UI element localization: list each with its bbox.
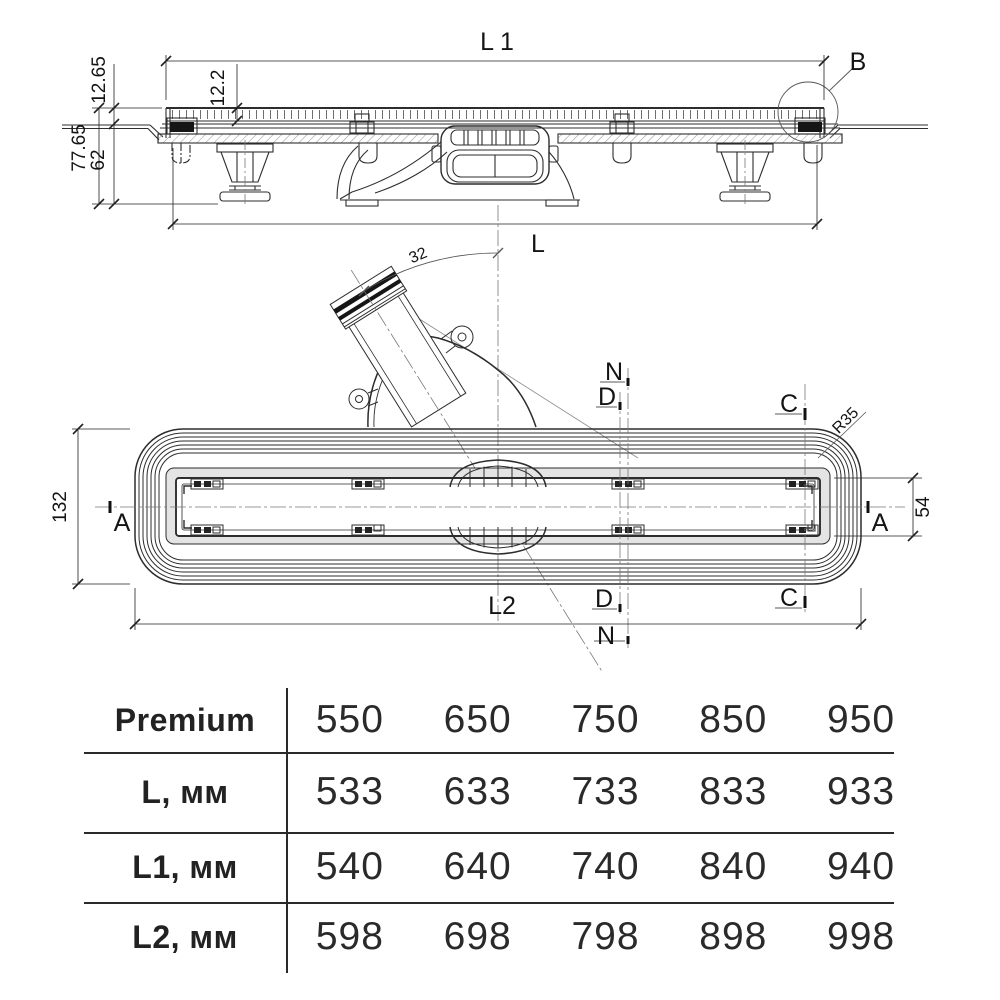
table-cell: 833 <box>699 770 768 813</box>
table-cell: 840 <box>699 845 768 888</box>
section-n-bottom-label: N <box>596 622 616 650</box>
table-cell: 740 <box>571 845 640 888</box>
table-cell: 750 <box>571 698 640 741</box>
dim-12-2-label: 12.2 <box>208 69 229 107</box>
table-cell: 540 <box>315 845 384 888</box>
table-cell: 950 <box>827 698 896 741</box>
table-cell: 733 <box>571 770 640 813</box>
table-cell: 798 <box>571 915 640 958</box>
table-cell: 898 <box>699 915 768 958</box>
dimensions-table <box>84 688 925 972</box>
angle-32-label: 32 <box>406 244 430 268</box>
adjustable-foot-right <box>717 140 773 204</box>
adjustable-foot-left <box>217 140 273 204</box>
section-c-top-label: C <box>779 390 799 418</box>
table-row-label: L, мм <box>141 773 229 810</box>
dim-77-65-label: 77.65 <box>69 124 90 172</box>
dim-l1-label: L 1 <box>480 28 514 56</box>
table-cell: 940 <box>827 845 896 888</box>
table-row-label: Premium <box>114 701 256 738</box>
section-c-bottom-label: C <box>779 584 799 612</box>
table-cell: 650 <box>443 698 512 741</box>
table-cell: 550 <box>315 698 384 741</box>
section-d-top-label: D <box>597 383 617 411</box>
section-a-left-label: A <box>113 509 131 537</box>
table-cell: 598 <box>315 915 384 958</box>
table-cell: 533 <box>315 770 384 813</box>
dim-12-65-label: 12.65 <box>89 56 110 104</box>
table-cell: 640 <box>443 845 512 888</box>
dim-l-label: L <box>531 230 545 258</box>
dim-132-label: 132 <box>50 491 71 523</box>
table-cell: 633 <box>443 770 512 813</box>
dim-l2-label: L2 <box>488 592 516 620</box>
detail-b-label: B <box>849 48 867 76</box>
dim-62-label: 62 <box>88 149 109 171</box>
section-d-bottom-label: D <box>594 585 614 613</box>
section-n-top-label: N <box>604 358 624 386</box>
table-cell: 998 <box>827 915 896 958</box>
table-row-label: L1, мм <box>132 848 238 885</box>
radius-r35-label: R35 <box>829 404 863 438</box>
table-cell: 698 <box>443 915 512 958</box>
table-cell: 850 <box>699 698 768 741</box>
table-cell: 933 <box>827 770 896 813</box>
dim-54-label: 54 <box>913 496 934 518</box>
table-row-label: L2, мм <box>132 918 238 955</box>
channel-shell <box>158 134 842 143</box>
section-a-right-label: A <box>871 509 889 537</box>
